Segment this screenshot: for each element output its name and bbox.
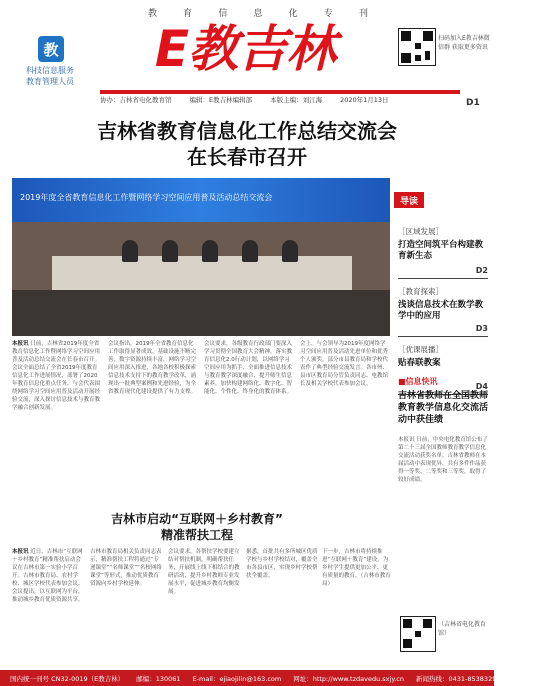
speaker-figure <box>122 240 138 262</box>
page-number: D1 <box>466 98 480 108</box>
article-text: 日前，吉林省2019年度全省教育信息化工作暨网络学习空间应用普及活动总结交流会在长春市召开。会议全面总结了全省2019年度教育信息化工作进展情况，部署了2020年教育信息化重点任务。与会代表围绕网络学习空间应用普及活动开展经验交流，深入探讨信息技术与教育教学融合创新发展。 <box>12 341 101 411</box>
audience <box>12 290 390 336</box>
guide-sidebar <box>394 178 494 648</box>
dateline: 本报讯 <box>12 341 29 347</box>
lead-headline-line-2: 在长春市召开 <box>187 145 307 169</box>
article-text: 近日，吉林市“互联网＋乡村教育”精准帮扶启动会议在吉林市第一实验小学召开。吉林市教育局、农村学校、城区学校代表参加会议。会议提出，以互联网为平台，推动城乡教育优质资源共享。 <box>12 549 84 603</box>
guide-item-title[interactable]: 打造空间筑平台构建教育新生态 <box>398 240 484 261</box>
slogan-char: 息 <box>253 9 263 19</box>
guide-tag: 导读 <box>394 192 424 208</box>
slogan-char: 教 <box>148 9 158 19</box>
second-article-column-2: 吉林市教育局相关负责同志表示，精准帮扶工程将通过“专递课堂”“名师课堂”“名校网络课堂”等形式，推动优质教育资源向乡村学校延伸。 <box>90 549 162 587</box>
issue-info-date: 2020年1月13日 <box>340 95 389 104</box>
lead-article-column-3: 会议要求，各级教育行政部门要深入学习贯彻全国教育大会精神，落实教育信息化2.0行动计划，以网络学习空间应用为抓手，全面推进信息技术与教育教学深度融合，提升师生信息素养，加快构建网络化、数字化、智能化、个性化、终身化的教育体系。 <box>204 341 293 395</box>
guide-divider <box>398 278 488 279</box>
footer-website[interactable]: 网址：http://www.tzdavedu.sxjy.cn <box>293 674 404 683</box>
guide-item-page: D4 <box>475 382 488 391</box>
news-flash-label: ■信息快讯 <box>398 377 438 386</box>
guide-section-label: ［区域发展］ <box>398 227 443 236</box>
slogan-char: 化 <box>288 9 298 19</box>
lead-article-column-2: 会议指出，2019年全省教育信息化工作取得显著成效，基础设施不断完善，数字资源持续丰富，网络学习空间应用深入推进，各地各校积极探索信息技术支持下的教育教学改革，涌现出一批典型案例和先进经验，为全省教育现代化建设提供了有力支撑。 <box>108 341 197 395</box>
conference-banner-text: 2019年度全省教育信息化工作暨网络学习空间应用普及活动总结交流会 <box>20 193 273 202</box>
second-article-column-3: 会议要求，各帮扶学校要建立结对帮扶机制，明确帮扶任务，开展线上线下相结合的教研活动，提升乡村教师专业发展水平，促进城乡教育均衡发展。 <box>168 549 240 595</box>
lead-article-column-4: 会上，与会领导为2019年度网络学习空间应用普及活动先进单位和优秀个人颁奖。部分市县教育局和学校代表作了典型经验交流发言。各市州、县市区教育局分管负责同志、电教馆长及相关学校代表参加会议。 <box>300 341 389 387</box>
logo-line-1: 科技信息服务 <box>26 66 74 75</box>
lead-article-column-1 <box>12 340 102 500</box>
footer-postcode: 邮编：130061 <box>136 674 181 683</box>
footer-bar <box>0 670 555 686</box>
guide-divider <box>398 336 488 337</box>
qr-code-icon <box>400 616 436 652</box>
issue-info-bar <box>100 93 460 105</box>
speaker-figure <box>242 240 258 262</box>
speaker-figure <box>282 240 298 262</box>
news-flash-body: 本报讯 日前，中央电化教育馆公布了第二十三届全国教师教育教学信息化交流活动获奖名单。吉林省教师在本届活动中表现优异，共有多件作品获得一等奖、二等奖和三等奖，取得了较好成绩。 <box>398 437 488 483</box>
guide-item-title[interactable]: 浅谈信息技术在数学教学中的应用 <box>398 300 484 321</box>
guide-section-label: ［教育探索］ <box>398 287 443 296</box>
second-article-column-1 <box>12 548 84 666</box>
slogan-char: 育 <box>183 9 193 19</box>
conference-photo <box>12 178 390 336</box>
issue-info-organizer: 协办：吉林省电化教育馆 <box>100 95 172 104</box>
guide-section-label: ［优课展播］ <box>398 345 443 354</box>
news-flash-source: （吉林省电化教育馆） <box>438 621 487 637</box>
second-headline-line-2: 精准帮扶工程 <box>160 528 233 542</box>
footer-email[interactable]: E-mail：ejiaojilin@163.com <box>192 674 282 683</box>
speaker-figure <box>202 240 218 262</box>
guide-item-page: D2 <box>475 266 488 275</box>
footer-issn: 国内统一刊号 CN32-0019（E教吉林） <box>10 674 125 683</box>
second-headline-line-1: 吉林市启动“互联网＋乡村教育” <box>111 512 283 526</box>
issue-info-chief-editor: 本版主编：刘江海 <box>270 95 323 104</box>
guide-item-page: D3 <box>475 324 488 333</box>
issue-info-editor: 编辑：E教吉林编辑部 <box>189 95 253 104</box>
masthead-title: E教吉林 <box>154 20 336 78</box>
slogan-char: 刊 <box>358 9 368 19</box>
second-article-column-4: 据悉，首批共有多所城区优质学校与乡村学校结对，覆盖全市各县市区，实现乡村学校帮扶全覆盖。 <box>246 549 318 579</box>
speaker-figure <box>162 240 178 262</box>
qr-code-icon <box>398 28 436 66</box>
slogan-char: 信 <box>218 9 228 19</box>
logo-mark-icon: 教 <box>38 36 64 62</box>
publisher-logo <box>14 34 86 84</box>
logo-line-2: 教育管理人员 <box>26 77 74 86</box>
dateline: 本报讯 <box>12 549 29 555</box>
slogan-char: 专 <box>323 9 333 19</box>
second-article-column-5: 下一步，吉林市将持续推进“互联网＋教育”建设，为乡村学生提供更加公平、更有质量的教育。（吉林市教育局） <box>322 549 391 587</box>
guide-item-title[interactable]: 贴春联教案 <box>398 358 441 368</box>
news-flash-title: 吉林省教师在全国教师教育教学信息化交流活动中获佳绩 <box>398 391 489 425</box>
qr-caption: 扫码加入E教吉林微信群 获取更多资讯 <box>438 35 490 51</box>
footer-hotline: 新闻热线：0431-85383297 0431-81876388 <box>416 674 555 683</box>
lead-headline-line-1: 吉林省教育信息化工作总结交流会 <box>97 119 397 143</box>
